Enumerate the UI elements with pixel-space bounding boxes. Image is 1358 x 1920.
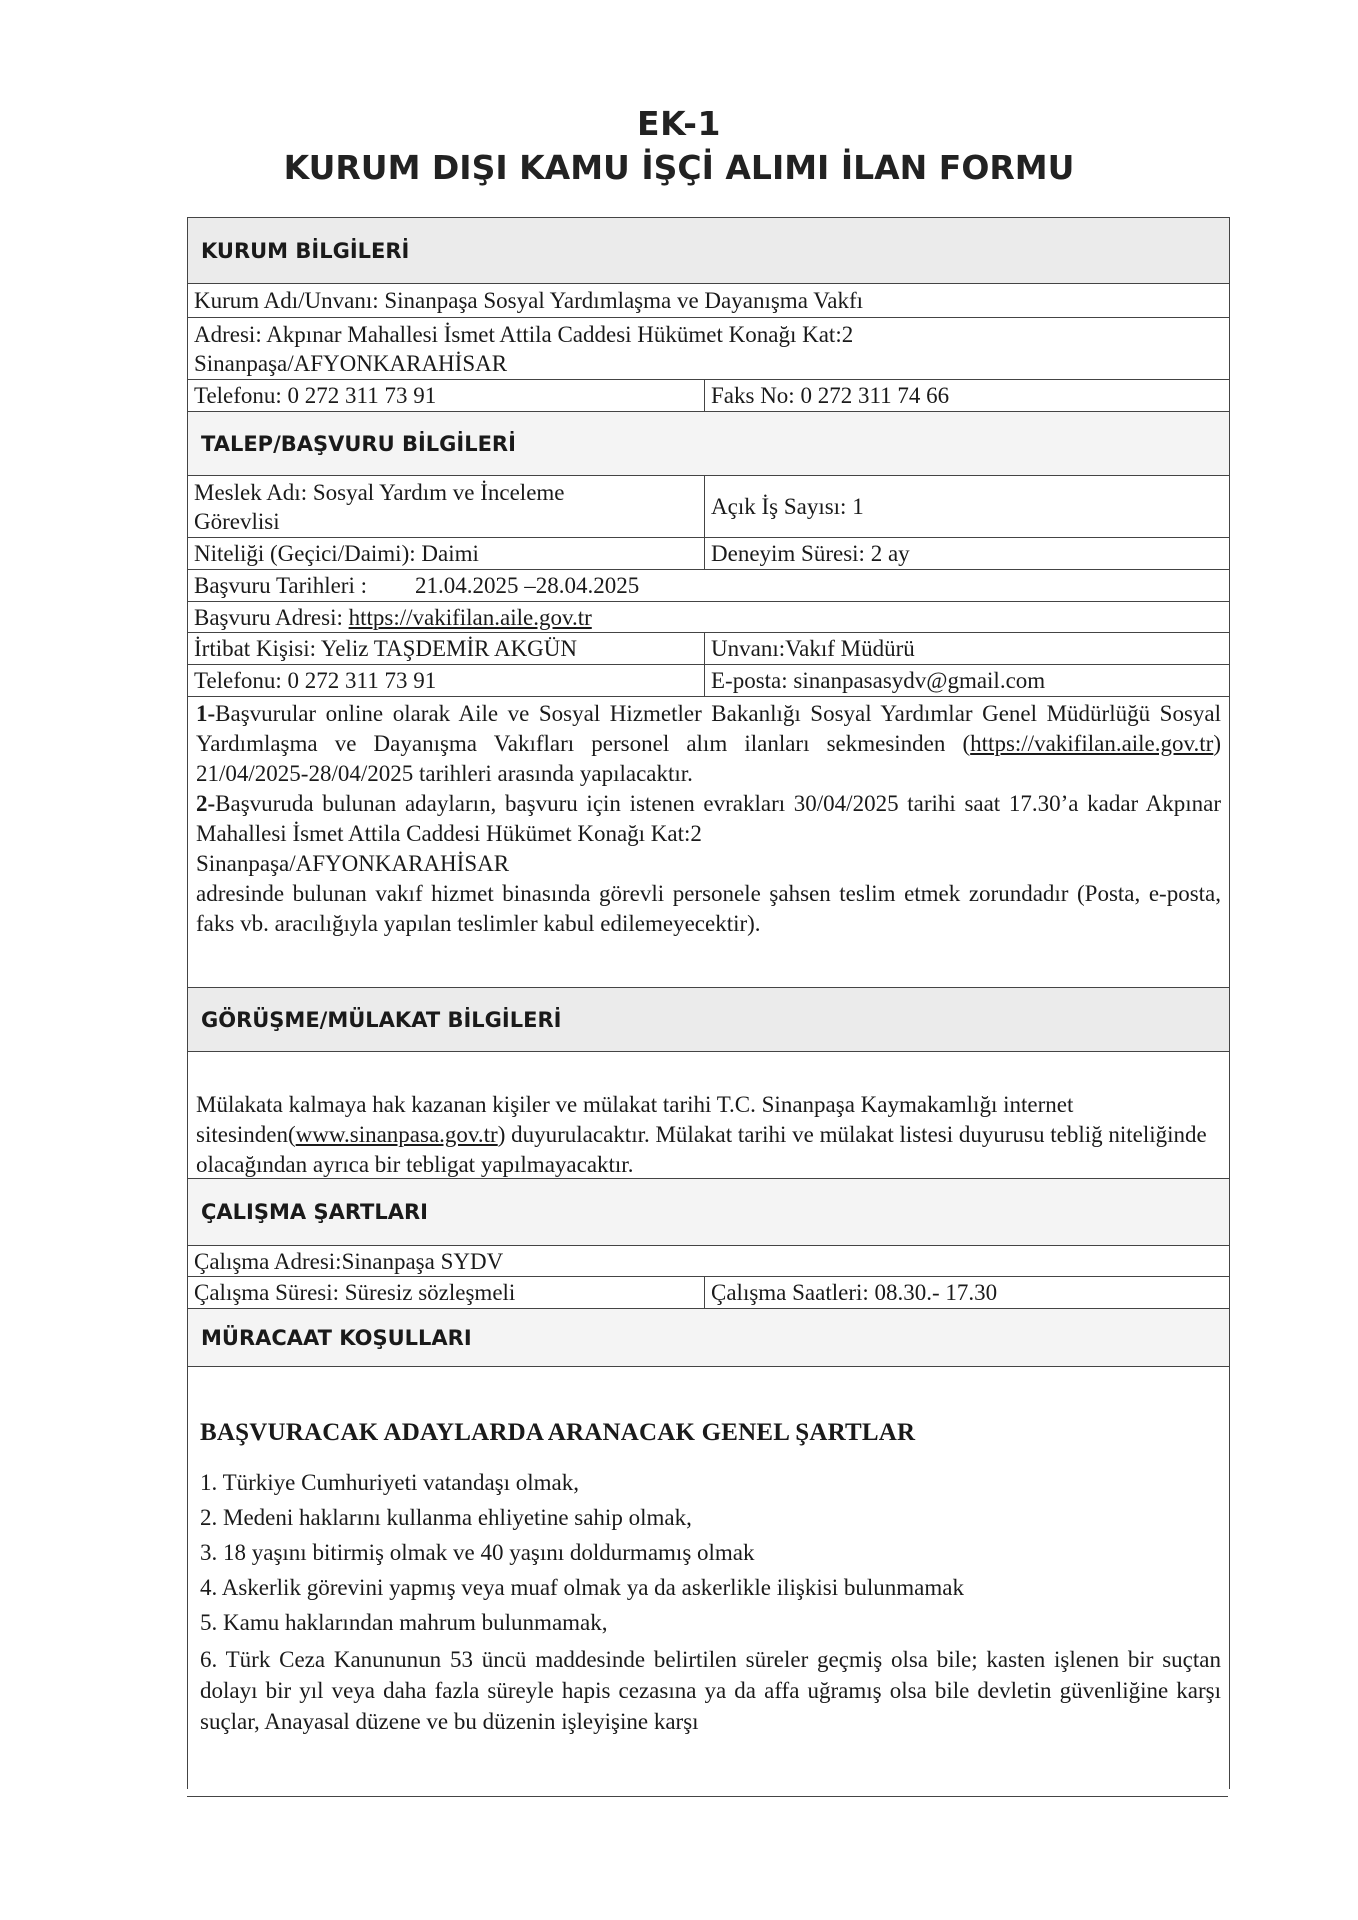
institution-fax: Faks No: 0 272 311 74 66	[711, 383, 950, 408]
application-address-label: Başvuru Adresi:	[194, 604, 349, 630]
work-hours: Çalışma Saatleri: 08.30.- 17.30	[711, 1280, 998, 1305]
note-2-text: Başvuruda bulunan adayların, başvuru için istenen evrakları 30/04/2025 tarihi saat 17.30’a kadar Akpınar Mahallesi İsmet Attila Caddesi Hükümet Konağı Kat:2	[196, 791, 1221, 846]
note-1	[196, 699, 1221, 789]
condition-item: 1. Türkiye Cumhuriyeti vatandaşı olmak,	[200, 1470, 580, 1495]
dates-label: Başvuru Tarihleri :	[194, 573, 367, 598]
row-work-terms	[188, 1277, 1229, 1309]
section-heading-calisma: ÇALIŞMA ŞARTLARI	[188, 1179, 1229, 1246]
row-occupation	[188, 476, 1229, 538]
section-heading-gorusme: GÖRÜŞME/MÜLAKAT BİLGİLERİ	[188, 988, 1229, 1052]
contact-title: Unvanı:Vakıf Müdürü	[711, 636, 915, 661]
work-address: Çalışma Adresi:Sinanpaşa SYDV	[194, 1248, 504, 1274]
institution-phone: Telefonu: 0 272 311 73 91	[188, 380, 705, 411]
interview-text: Mülakata kalmaya hak kazanan kişiler ve mülakat tarihi T.C. Sinanpaşa Kaymakamlığı internet sitesinden(	[196, 1092, 1074, 1147]
section-heading-kurum: KURUM BİLGİLERİ	[188, 218, 1229, 284]
condition-item: 6. Türk Ceza Kanununun 53 üncü maddesinde belirtilen süreler geçmiş olsa bile; kasten işlenen bir suçtan dolayı bir yıl veya daha fazla süreyle hapis cezasına ya da affa uğramış olsa bile devletin güvenliğine karşı suçlar, Anayasal düzene ve bu düzenin işleyişine karşı	[200, 1647, 1221, 1734]
interview-url-link[interactable]: www.sinanpasa.gov.tr	[295, 1122, 498, 1147]
application-notes	[188, 697, 1229, 987]
form-bottom-border	[187, 1796, 1228, 1797]
contact-person: İrtibat Kişisi: Yeliz TAŞDEMİR AKGÜN	[188, 633, 705, 664]
row-work-address	[188, 1246, 1229, 1277]
application-address	[188, 602, 1229, 632]
general-conditions-heading: BAŞVURACAK ADAYLARDA ARANACAK GENEL ŞARTLAR	[200, 1419, 916, 1446]
condition-item: 3. 18 yaşını bitirmiş olmak ve 40 yaşını doldurmamış olmak	[200, 1540, 755, 1565]
occupation-name	[188, 476, 705, 537]
job-nature: Niteliği (Geçici/Daimi): Daimi	[188, 538, 705, 569]
row-contact-person	[188, 633, 1229, 665]
row-institution-address	[188, 318, 1229, 380]
application-url-link[interactable]: https://vakifilan.aile.gov.tr	[348, 604, 592, 630]
row-application-dates	[188, 570, 1229, 602]
contact-email: E-posta: sinanpasasydv@gmail.com	[711, 668, 1046, 693]
row-nature	[188, 538, 1229, 570]
institution-address	[188, 318, 1229, 379]
note-2	[196, 789, 1221, 849]
dates-value: 21.04.2025 –28.04.2025	[414, 573, 640, 598]
note-1-number: 1-	[196, 701, 216, 726]
condition-item: 5. Kamu haklarından mahrum bulunmamak,	[200, 1610, 608, 1635]
note-1-text: Başvurular online olarak Aile ve Sosyal Hizmetler Bakanlığı Sosyal Yardımlar Genel Müdürlüğü Sosyal Yardımlaşma ve Dayanışma Vakıfları personel alım ilanları sekmesinden (	[196, 701, 1221, 756]
work-duration: Çalışma Süresi: Süresiz sözleşmeli	[188, 1277, 705, 1308]
note-2-continuation: adresinde bulunan vakıf hizmet binasında görevli personele şahsen teslim etmek zorundadır (Posta, e-posta, faks vb. aracılığıyla yapılan teslimler kabul edilemeyecektir).	[196, 881, 1221, 936]
note-2-number: 2-	[196, 791, 216, 816]
address-line-2: Sinanpaşa/AFYONKARAHİSAR	[194, 351, 508, 376]
occupation-line-1: Meslek Adı: Sosyal Yardım ve İnceleme	[194, 480, 565, 505]
note-2-address: Sinanpaşa/AFYONKARAHİSAR	[196, 851, 510, 876]
section-heading-talep: TALEP/BAŞVURU BİLGİLERİ	[188, 412, 1229, 476]
announcement-form	[187, 217, 1230, 1789]
application-dates	[188, 570, 1229, 601]
interview-info	[188, 1052, 1229, 1178]
section-heading-muracaat: MÜRACAAT KOŞULLARI	[188, 1309, 1229, 1367]
experience-duration: Deneyim Süresi: 2 ay	[711, 541, 910, 566]
row-application-address	[188, 602, 1229, 633]
application-conditions	[188, 1367, 1229, 1789]
note-1-url-link[interactable]: https://vakifilan.aile.gov.tr	[970, 731, 1214, 756]
form-title: KURUM DIŞI KAMU İŞÇİ ALIMI İLAN FORMU	[283, 148, 1075, 187]
interview-text-end: ) duyurulacaktır. Mülakat tarihi ve mülakat listesi duyurusu tebliğ niteliğinde olacağından ayrıca bir tebligat yapılmayacaktır.	[196, 1122, 1207, 1177]
institution-name: Kurum Adı/Unvanı: Sinanpaşa Sosyal Yardımlaşma ve Dayanışma Vakfı	[194, 288, 864, 313]
row-contact-phone-email	[188, 665, 1229, 697]
row-interview-info	[188, 1052, 1229, 1179]
general-conditions-list	[200, 1465, 1221, 1737]
note-1-text-end: ) 21/04/2025-28/04/2025 tarihleri arasında yapılacaktır.	[196, 731, 1221, 786]
row-application-conditions	[188, 1367, 1229, 1789]
condition-item: 4. Askerlik görevini yapmış veya muaf olmak ya da askerlikle ilişkisi bulunmamak	[200, 1575, 964, 1600]
open-job-count: Açık İş Sayısı: 1	[711, 494, 864, 519]
row-institution-name	[188, 284, 1229, 318]
annex-label: EK-1	[637, 104, 721, 143]
occupation-line-2: Görevlisi	[194, 509, 280, 534]
condition-item: 2. Medeni haklarını kullanma ehliyetine sahip olmak,	[200, 1505, 692, 1530]
contact-phone: Telefonu: 0 272 311 73 91	[188, 665, 705, 696]
row-institution-contact	[188, 380, 1229, 412]
row-application-notes	[188, 697, 1229, 988]
address-line-1: Adresi: Akpınar Mahallesi İsmet Attila Caddesi Hükümet Konağı Kat:2	[194, 322, 854, 347]
